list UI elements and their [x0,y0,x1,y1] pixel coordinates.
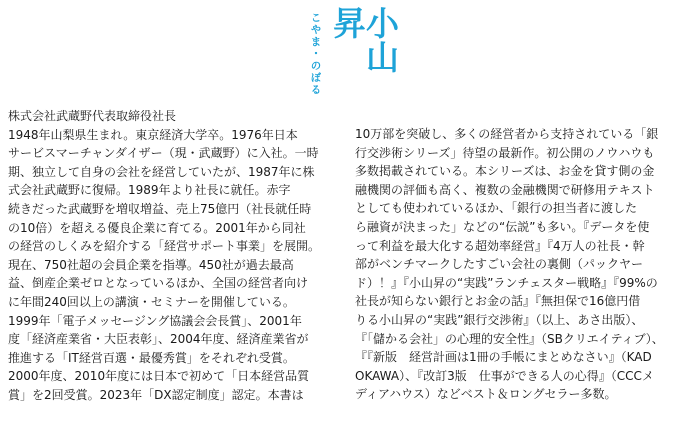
bio-line: ド）！』『小山昇の“実践”ランチェスター戦略』『99%の [355,275,658,290]
bio-line: 賞」を2回受賞。2023年「DX認定制度」認定。本書は [8,387,304,402]
bio-line: 多数掲載されている。本シリーズは、お金を貸す側の金 [355,164,655,179]
bio-line: ら融資が決まった」などの“伝説”も多い。『データを使 [355,219,650,234]
bio-line: 部がベンチマークしたすごい会社の裏側（パックヤー [355,257,644,272]
bio-line: 社長が知らない銀行とお金の話』『無担保で16億円借 [355,294,641,309]
bio-line: 『「儲かる会社」の心理的安全性』（SBクリエイティブ）、 [355,331,664,346]
author-title: 株式会社武蔵野代表取締役社長 [8,109,177,123]
bio-line: 1999年「電子メッセージング協議会会長賞」、2001年 [8,313,302,328]
bio-line: としても使われているほか、「銀行の担当者に渡した [355,201,638,216]
bio-line: サービスマーチャンダイザー（現・武蔵野）に入社。一時 [8,146,319,161]
bio-line: 10万部を突破し、多くの経営者から支持されている「銀 [355,127,659,141]
bio-line: の経営のしくみを紹介する「経営サポート事業」を展開。 [8,239,321,254]
bio-line: 融機関の評価も高く、複数の金融機関で研修用テキスト [355,182,655,197]
bio-line: って利益を最大化する超効率経営』『4万人の社長・幹 [355,238,645,253]
bio-line: 益、倒産企業ゼロとなっているほか、全国の経営者向け [8,276,309,291]
bio-line: 行交渉術シリーズ」待望の最新作。初公開のノウハウも [355,145,655,160]
bio-line: に年間240回以上の講演・セミナーを開催している。 [8,294,295,309]
biography-left-column [8,107,326,405]
bio-line: OKAWA）、『改訂3版 仕事ができる人の心得』（CCCメ [355,368,654,383]
bio-line: 期、独立して自身の会社を経営していたが、1987年に株 [8,164,315,179]
bio-line: ディアハウス）などベスト＆ロングセラー多数。 [355,387,617,402]
bio-line: 『『新版 経営計画は1冊の手帳にまとめなさい』（KAD [355,350,652,365]
bio-line: 式会社武蔵野に復帰。1989年より社長に就任。赤字 [8,183,291,198]
author-name: 小山昇 [328,6,400,74]
bio-line: 度「経済産業省・大臣表彰」、2004年度、経済産業省が [8,332,309,347]
author-name-ruby: こやま・のぼる [309,12,322,96]
bio-line: 1948年山梨県生まれ。東京経済大学卒。1976年日本 [8,127,298,142]
bio-line: 推進する「IT経営百選・最優秀賞」をそれぞれ受賞。 [8,350,295,365]
bio-line: 現在、750社超の会員企業を指導。450社が過去最高 [8,257,294,272]
biography-right-column [355,125,673,404]
bio-line: 続きだった武蔵野を増収増益、売上75億円（社長就任時 [8,201,312,216]
bio-line: の10倍）を超える優良企業に育てる。2001年から同社 [8,220,306,235]
bio-line: りる小山昇の“実践”銀行交渉術』（以上、あさ出版）、 [355,312,644,327]
bio-line: 2000年度、2010年度には日本で初めて「日本経営品質 [8,369,310,384]
